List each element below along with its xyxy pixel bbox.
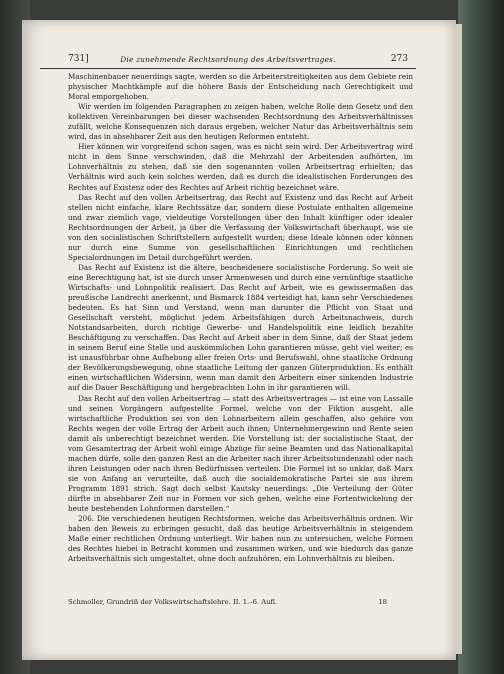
book-binding (458, 0, 504, 674)
section-paragraph: 206. Die verschiedenen heutigen Rechtsformen, welche das Arbeitsverhältnis ordnen. Wir haben den Beweis zu erbringen gesucht, daß das heutige Arbeitsverhältnis in steigendem Maße einer rechtlichen Ordnung unterliegt. Wir haben nun zu untersuchen, welche Formen des Rechtes hiebei in Betracht kommen und zusammen wirken, und wie hiedurch das ganze Arbeitsverhältnis sich umgestaltet, ohne doch aufzuhören, ein Lohnverhältnis zu bleiben. (68, 514, 413, 564)
paragraph: Das Recht auf Existenz ist die ältere, bescheidenere socialistische Forderung. So weit sie eine Berechtigung hat, ist sie durch unser Armenwesen und durch eine vernünftige staatliche Wirtschafts- und Lohnpolitik realisiert. Das Recht auf Arbeit, wie es gewissermaßen das preußische Landrecht anerkennt, und Bismarck 1884 verteidigt hat, kann sehr Verschiedenes bedeuten. Es hat Sinn und Verstand, wenn man darunter die Pflicht von Staat und Gesellschaft versteht, möglichst jedem Arbeitsfähigen durch Arbeitsnachweis, durch Notstandsarbeiten, durch richtige Gewerbe- und Handelspolitik eine leidlich bezahlte Beschäftigung zu verschaffen. Das Recht auf Arbeit aber in dem Sinne, daß der Staat jedem in seinem Beruf eine Stelle und auskömmlichen Lohn garantieren müsse, geht viel weiter; es ist unausführbar ohne Aufhebung aller freien Orts- und Berufswahl, ohne staatliche Ordnung der Bevölkerungsbewegung, ohne staatliche Leitung der ganzen Güterproduktion. Es enthält einen wirtschaftlichen Widersinn, wenn man damit den Arbeitern einer sinkenden Industrie auf die Dauer Beschäftigung und hergebrachten Lohn in ihr garantieren will. (68, 262, 413, 393)
signature-mark: 18 (378, 598, 387, 606)
paragraph: Hier können wir vorgreifend schon sagen, was es nicht sein wird. Der Arbeitsvertrag wird nicht in dem Sinne verschwinden, daß die Mehrzahl der Arbeitenden aufhörten, im Lohnverhältnis zu stehen, daß sie den sogenannten vollen Arbeitsertrag erhielten; das Verhältnis wird auch kein solches werden, daß es durch die idealistischen Forderungen des Rechtes auf Existenz oder des Rechtes auf Arbeit richtig bezeichnet wäre. (68, 142, 413, 192)
body-text (68, 72, 413, 564)
page-number-right: 273 (390, 54, 408, 64)
paragraph: Wir werden im folgenden Paragraphen zu zeigen haben, welche Rolle dem Gesetz und den kollektiven Vereinbarungen bei dieser wachsenden Rechtsordnung des Arbeitsverhältnisses zufällt, welche Konsequenzen sich daraus ergeben, welcher Natur das Arbeitsverhältnis sein wird, das in absehbarer Zeit aus den heutigen Reformen entsteht. (68, 102, 413, 142)
paragraph: Das Recht auf den vollen Arbeitsertrag, das Recht auf Existenz und das Recht auf Arbeit stellen nicht einfache, klare Rechtssätze dar, sondern diese Postulate enthalten allgemeine und zwar ziemlich vage, vieldeutige Vorstellungen über den Inhalt künftiger oder idealer Rechtsordnungen der Arbeit, ja über die Verfassung der Volkswirtschaft überhaupt, wie sie von den socialistischen Schriftstellern aufgestellt wurden; diese Ideale können oder können nur durch eine Summe von gesellschaftlichen Einrichtungen und rechtlichen Specialordnungen im Detail durchgeführt werden. (68, 192, 413, 262)
running-title: Die zunehmende Rechtsordnung des Arbeitsvertrages. (120, 55, 336, 64)
page-number-left: 731] (68, 54, 89, 64)
running-header (40, 52, 416, 69)
footer-citation: Schmoller, Grundriß der Volkswirtschaftslehre. II. 1.–6. Aufl. (68, 598, 278, 606)
paragraph: Maschinenbauer neuerdings sagte, werden so die Arbeiterstreitigkeiten aus dem Gebiete rein physischer Machtkämpfe auf die höhere Basis der Entscheidung nach Gerechtigkeit und Moral emporgehoben. (68, 72, 413, 102)
paragraph: Das Recht auf den vollen Arbeitsertrag — statt des Arbeitsvertrages — ist eine von Lassalle und seinen Vorgängern aufgestellte Formel, welche von der Fiktion ausgeht, alle wirtschaftliche Produktion sei von den Lohnarbeitern allein geschaffen, also gehöre von Rechts wegen der volle Ertrag der Arbeit auch ihnen; Unternehmergewinn und Rente seien damit als unberechtigt bezeichnet werden. Die Vorstellung ist: der socialistische Staat, der vom Gesamtertrag der Arbeit wohl einige Abzüge für seine Beamten und das Nationalkapital machen dürfe, solle den ganzen Rest an die Arbeiter nach ihrer Arbeitsstundenzahl oder nach ihren Leistungen oder nach ihren Bedürfnissen verteilen. Die Formel ist so unklar, daß Marx sie von Anfang an verurteilte, daß auch die socialdemokratische Partei sie aus ihrem Programm 1891 strich. Sagt doch selbst Kautsky neuerdings: „Die Verteilung der Güter dürfte in absehbarer Zeit nur in Formen vor sich gehen, welche eine Fortentwickelung der heute bestehenden Lohnformen darstellen.“ (68, 393, 413, 514)
